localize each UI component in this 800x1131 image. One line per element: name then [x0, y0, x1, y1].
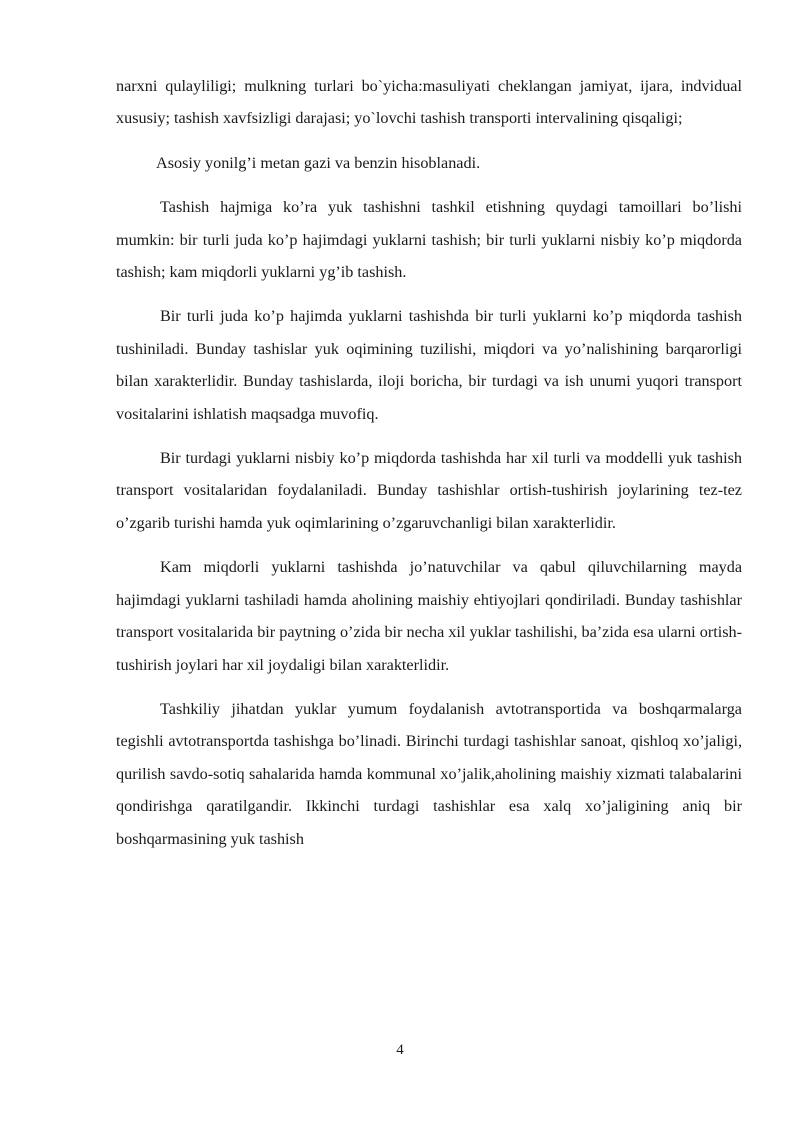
- paragraph-3: Tashish hajmiga ko’ra yuk tashishni tashkil etishning quydagi tamoillari bo’lishi mumkin: bir turli juda ko’p hajimdagi yuklarni tashish; bir turli yuklarni nisbiy ko’p miqdorda tashish; kam miqdorli yuklarni yg’ib tashish.: [116, 198, 742, 282]
- paragraph-7: Tashkiliy jihatdan yuklar yumum foydalanish avtotransportida va boshqarmalarga tegishli avtotransportda tashishga bo’linadi. Birinchi turdagi tashishlar sanoat, qishloq xo’jaligi, qurilish savdo-sotiq sahalarida hamda kommunal xo’jalik,aholining maishiy xizmati talabalarini qondirishga qaratilgandir. Ikkinchi turdagi tashishlar esa xalq xo’jaligining aniq bir boshqarmasining yuk tashish: [116, 699, 742, 848]
- paragraph-1: narxni qulayliligi; mulkning turlari bo`yicha:masuliyati cheklangan jamiyat, ijara, indvidual xususiy; tashish xavfsizligi darajasi; yo`lovchi tashish transporti intervalining qisqaligi;: [116, 77, 742, 128]
- document-page: [116, 70, 742, 855]
- paragraph-6: Kam miqdorli yuklarni tashishda jo’natuvchilar va qabul qiluvchilarning mayda hajimdagi yuklarni tashiladi hamda aholining maishiy ehtiyojlari qondiriladi. Bunday tashishlar transport vositalarida bir paytning o’zida bir necha xil yuklar tashilishi, ba’zida esa ularni ortish-tushirish joylari har xil joydaligi bilan xarakterlidir.: [116, 558, 742, 674]
- page-number: 4: [396, 1042, 404, 1058]
- paragraph-4: Bir turli juda ko’p hajimda yuklarni tashishda bir turli yuklarni ko’p miqdorda tashish tushiniladi. Bunday tashislar yuk oqimining tuzilishi, miqdori va yo’nalishining barqarorligi bilan xarakterlidir. Bunday tashislarda, iloji boricha, bir turdagi va ish unumi yuqori transport vositalarini ishlatish maqsadga muvofiq.: [116, 307, 742, 423]
- paragraph-5: Bir turdagi yuklarni nisbiy ko’p miqdorda tashishda har xil turli va moddelli yuk tashish transport vositalaridan foydalaniladi. Bunday tashishlar ortish-tushirish joylarining tez-tez o’zgarib turishi hamda yuk oqimlarining o’zgaruvchanligi bilan xarakterlidir.: [116, 449, 742, 532]
- paragraph-2: Asosiy yonilg’i metan gazi va benzin hisoblanadi.: [156, 153, 481, 172]
